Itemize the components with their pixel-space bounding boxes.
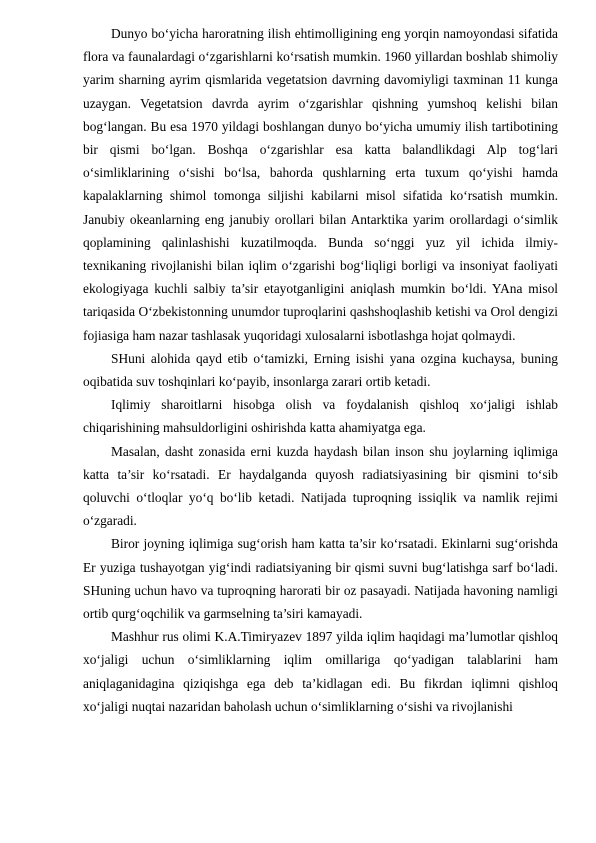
document-page [83, 22, 558, 718]
paragraph-timiryazev: Mashhur rus olimi K.A.Timiryazev 1897 yilda iqlim haqidagi ma’lumotlar qishloq xo‘jaligi uchun o‘simliklarning iqlim omillariga qo‘yadigan talablarini ham aniqlaganidagina qiziqishga ega deb ta’kidlagan edi. Bu fikrdan iqlimni qishloq xo‘jaligi nuqtai nazaridan baholash uchun o‘simliklarning o‘sishi va rivojlanishi [83, 629, 558, 714]
paragraph-agriculture-importance: Iqlimiy sharoitlarni hisobga olish va foydalanish qishloq xo‘jaligi ishlab chiqarishining mahsuldorligini oshirishda katta ahamiyatga ega. [83, 397, 558, 436]
paragraph-steppe-plowing: Masalan, dasht zonasida erni kuzda haydash bilan inson shu joylarning iqlimiga katta ta’sir ko‘rsatadi. Er haydalganda quyosh radiatsiyasining bir qismini to‘sib qoluvchi o‘tloqlar yo‘q bo‘lib ketadi. Natijada tuproqning issiqlik va namlik rejimi o‘zgaradi. [83, 443, 558, 529]
paragraph-irrigation-effect: Biror joyning iqlimiga sug‘orish ham katta ta’sir ko‘rsatadi. Ekinlarni sug‘orishda Er yuziga tushayotgan yig‘indi radiatsiyaning bir qismi suvni bug‘latishga sarf bo‘ladi. SHuning uchun havo va tuproqning harorati bir oz pasayadi. Natijada havoning namligi ortib qurg‘oqchilik va garmselning ta’siri kamayadi. [83, 536, 558, 622]
paragraph-flooding-note: SHuni alohida qayd etib o‘tamizki, Erning isishi yana ozgina kuchaysa, buning oqibatida suv toshqinlari ko‘payib, insonlarga zarari ortib ketadi. [83, 350, 558, 390]
paragraph-climate-warming-evidence: Dunyo bo‘yicha haroratning ilish ehtimolligining eng yorqin namoyondasi sifatida flora va faunalardagi o‘zgarishlarni ko‘rsatish mumkin. 1960 yillardan boshlab shimoliy yarim sharning ayrim qismlarida vegetatsion davrning davomiyligi taxminan 11 kunga uzaygan. Vegetatsion davrda ayrim o‘zgarishlar qishning yumshoq kelishi bilan bog‘langan. Bu esa 1970 yildagi boshlangan dunyo bo‘yicha umumiy ilish tartibotining bir qismi bo‘lgan. Boshqa o‘zgarishlar esa katta balandlikdagi Alp tog‘lari o‘simliklarining o‘sishi bo‘lsa, bahorda qushlarning erta tuxum qo‘yishi hamda kapalaklarning shimol tomonga siljishi kabilarni misol sifatida ko‘rsatish mumkin. Janubiy okeanlarning eng janubiy orollari bilan Antarktika yarim orollardagi o‘simlik qoplamining qalinlashishi kuzatilmoqda. Bunda so‘nggi yuz yil ichida ilmiy-texnikaning rivojlanishi bilan iqlim o‘zgarishi bog‘liqligi borligi va insoniyat faoliyati ekologiyaga kuchli salbiy ta’sir etayotganligini aniqlash mumkin bo‘ldi. YAna misol tariqasida O‘zbekistonning unumdor tuproqlarini qashshoqlashib ketishi va Orol dengizi fojiasiga ham nazar tashlasak yuqoridagi xulosalarni isbotlashga hojat qolmaydi. [83, 26, 558, 343]
